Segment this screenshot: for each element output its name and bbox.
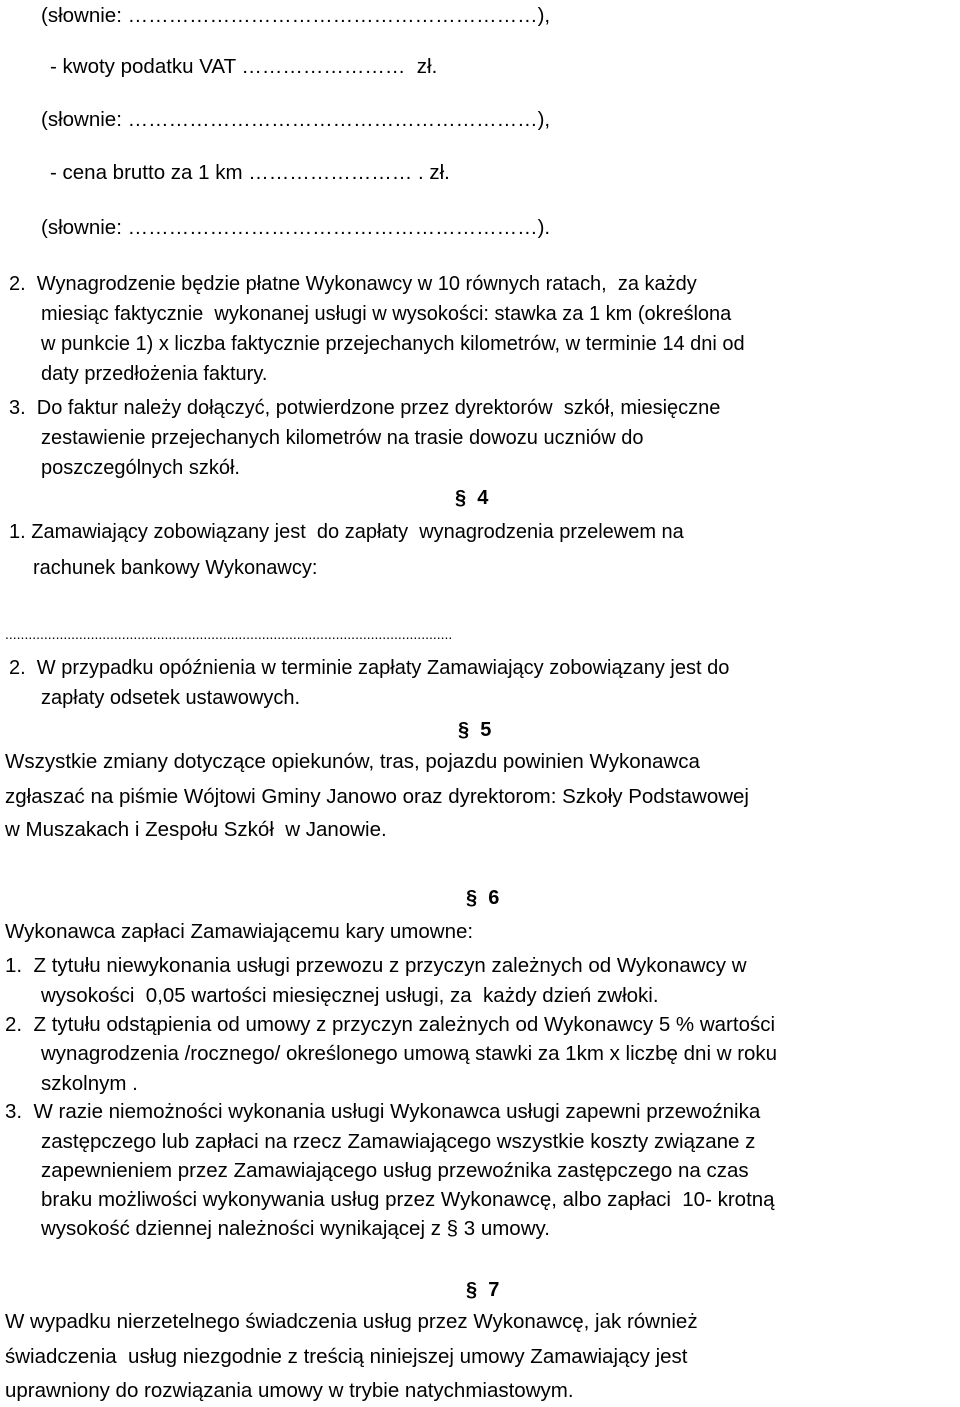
section-heading: § 4: [455, 487, 489, 509]
section-heading: § 6: [466, 887, 500, 909]
text-line: zapłaty odsetek ustawowych.: [41, 687, 301, 709]
text-line: 2. Z tytułu odstąpienia od umowy z przyczyn zależnych od Wykonawcy 5 % wartości: [5, 1013, 776, 1036]
text-line: 3. W razie niemożności wykonania usługi Wykonawca usługi zapewni przewoźnika: [5, 1100, 761, 1123]
text-line: - kwoty podatku VAT …………………… zł.: [50, 55, 438, 78]
section-heading: § 7: [466, 1279, 500, 1301]
text-line: wysokość dziennej należności wynikającej z § 3 umowy.: [41, 1217, 550, 1240]
text-line: 1. Zamawiający zobowiązany jest do zapłaty wynagrodzenia przelewem na: [9, 521, 684, 543]
text-line: 2. W przypadku opóźnienia w terminie zapłaty Zamawiający zobowiązany jest do: [9, 657, 730, 679]
text-line: szkolnym .: [41, 1072, 138, 1095]
text-line: rachunek bankowy Wykonawcy:: [33, 557, 318, 579]
dotted-line: ...................................................................................................................: [5, 626, 453, 642]
text-line: poszczególnych szkół.: [41, 457, 240, 479]
text-line: braku możliwości wykonywania usług przez Wykonawcę, albo zapłaci 10- krotną: [41, 1188, 775, 1211]
text-line: 1. Z tytułu niewykonania usługi przewozu z przyczyn zależnych od Wykonawcy w: [5, 954, 747, 977]
text-line: Wszystkie zmiany dotyczące opiekunów, tras, pojazdu powinien Wykonawca: [5, 750, 700, 773]
text-line: zgłaszać na piśmie Wójtowi Gminy Janowo oraz dyrektorom: Szkoły Podstawowej: [5, 785, 749, 808]
text-line: uprawniony do rozwiązania umowy w trybie natychmiastowym.: [5, 1379, 574, 1402]
text-line: 3. Do faktur należy dołączyć, potwierdzone przez dyrektorów szkół, miesięczne: [9, 397, 721, 419]
text-line: Wykonawca zapłaci Zamawiającemu kary umowne:: [5, 920, 474, 943]
text-line: w Muszakach i Zespołu Szkół w Janowie.: [5, 818, 387, 841]
text-line: 2. Wynagrodzenie będzie płatne Wykonawcy w 10 równych ratach, za każdy: [9, 273, 697, 295]
section-heading: § 5: [458, 719, 492, 741]
text-line: świadczenia usług niezgodnie z treścią niniejszej umowy Zamawiający jest: [5, 1345, 688, 1368]
text-line: miesiąc faktycznie wykonanej usługi w wysokości: stawka za 1 km (określona: [41, 303, 732, 325]
text-line: (słownie: ……………………………………………………),: [41, 108, 551, 131]
text-line: w punkcie 1) x liczba faktycznie przejechanych kilometrów, w terminie 14 dni od: [41, 333, 745, 355]
text-line: zapewnieniem przez Zamawiającego usług przewoźnika zastępczego na czas: [41, 1159, 749, 1182]
text-line: zestawienie przejechanych kilometrów na trasie dowozu uczniów do: [41, 427, 644, 449]
text-line: zastępczego lub zapłaci na rzecz Zamawiającego wszystkie koszty związane z: [41, 1130, 756, 1153]
text-line: (słownie: ……………………………………………………).: [41, 216, 551, 239]
text-line: wysokości 0,05 wartości miesięcznej usługi, za każdy dzień zwłoki.: [41, 984, 659, 1007]
text-line: W wypadku nierzetelnego świadczenia usług przez Wykonawcę, jak również: [5, 1310, 698, 1333]
text-line: (słownie: ……………………………………………………),: [41, 4, 551, 27]
text-line: wynagrodzenia /rocznego/ określonego umową stawki za 1km x liczbę dni w roku: [41, 1042, 778, 1065]
text-line: daty przedłożenia faktury.: [41, 363, 268, 385]
text-line: - cena brutto za 1 km …………………… . zł.: [50, 161, 450, 184]
